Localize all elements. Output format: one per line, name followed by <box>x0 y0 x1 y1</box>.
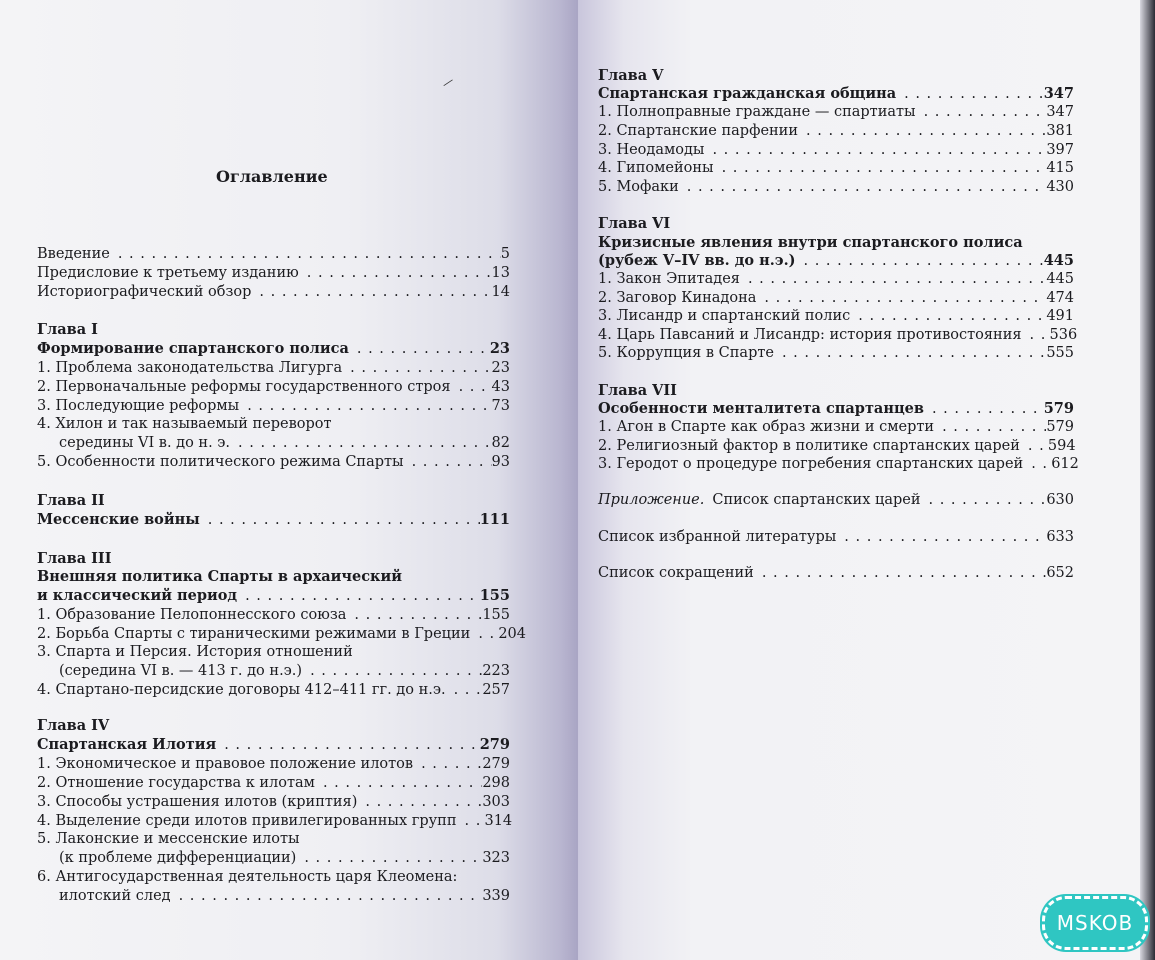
toc-entry-title: 1. Экономическое и правовое положение илотов <box>37 756 414 772</box>
chapter-6-label: Глава VI <box>598 215 671 232</box>
toc-entry-title: 3. Неодамоды <box>598 142 705 158</box>
toc-entry-1-5 <box>37 452 510 472</box>
chapter-3-label: Глава III <box>37 550 112 567</box>
chapter-6-title <box>598 251 1074 271</box>
dot-leader <box>299 263 492 283</box>
toc-entry-page: 430 <box>1046 179 1074 195</box>
toc-entry-title: 5. Коррупция в Спарте <box>598 345 774 361</box>
toc-entry-page: 579 <box>1043 400 1074 417</box>
dot-leader <box>795 251 1043 271</box>
toc-entry-title: Историографический обзор <box>37 284 252 300</box>
toc-entry-page: 381 <box>1046 123 1074 139</box>
toc-entry-6-4 <box>598 325 1078 345</box>
toc-entry-4-2 <box>37 773 510 793</box>
dot-leader <box>216 735 480 755</box>
toc-entry-abbreviations <box>598 563 1074 583</box>
dot-leader <box>921 490 1047 510</box>
dot-leader <box>934 417 1046 437</box>
toc-entry-6-2 <box>598 288 1074 308</box>
dot-leader <box>704 140 1046 160</box>
dot-leader <box>404 452 492 472</box>
toc-entry-page: 397 <box>1046 142 1074 158</box>
chapter-6-title-line1: Кризисные явления внутри спартанского полиса <box>598 234 1023 251</box>
dot-leader <box>251 282 491 302</box>
toc-entry-4-6-line1: 6. Антигосударственная деятельность царя Клеомена: <box>37 869 458 885</box>
toc-entry-6-3 <box>598 306 1074 326</box>
toc-entry-4-5 <box>37 848 510 868</box>
dot-leader <box>714 158 1047 178</box>
toc-entry-title: Введение <box>37 246 110 262</box>
toc-entry-page: 652 <box>1046 565 1074 581</box>
toc-entry-page: 474 <box>1046 290 1074 306</box>
chapter-3-title <box>37 586 510 606</box>
dot-leader <box>446 680 483 700</box>
toc-entry-7-1 <box>598 417 1074 437</box>
dot-leader <box>342 358 491 378</box>
toc-entry-1-2 <box>37 377 510 397</box>
toc-entry-page: 347 <box>1043 85 1074 102</box>
chapter-7-title <box>598 399 1074 419</box>
chapter-3-title-line1: Внешняя политика Спарты в архаический <box>37 568 403 585</box>
toc-entry-title: Спартанская Илотия <box>37 736 217 753</box>
ink-speck: ⁄ <box>444 76 452 90</box>
toc-entry-3-1 <box>37 605 510 625</box>
toc-entry-page: 23 <box>491 360 510 376</box>
toc-entry-page: 23 <box>489 340 510 357</box>
toc-entry-title: 2. Спартанские парфении <box>598 123 799 139</box>
dot-leader <box>230 433 492 453</box>
toc-entry-page: 73 <box>491 398 510 414</box>
toc-entry-title: 4. Царь Павсаний и Лисандр: история противостояния <box>598 327 1022 343</box>
toc-entry-6-5 <box>598 343 1074 363</box>
toc-entry-literature <box>598 527 1074 547</box>
toc-entry-7-2 <box>598 436 1074 456</box>
dot-leader <box>924 399 1044 419</box>
toc-entry-page: 536 <box>1049 327 1078 343</box>
toc-entry-page: 339 <box>482 888 510 904</box>
toc-entry-7-3 <box>598 454 1079 474</box>
dot-leader <box>774 343 1046 363</box>
toc-entry-page: 111 <box>479 511 510 528</box>
toc-entry-5-3 <box>598 140 1074 160</box>
toc-entry-1-3 <box>37 396 510 416</box>
dot-leader <box>200 510 480 530</box>
toc-entry-page: 303 <box>482 794 510 810</box>
dot-leader <box>237 586 480 606</box>
dot-leader <box>850 306 1046 326</box>
dot-leader <box>740 269 1046 289</box>
toc-entry-4-3 <box>37 792 510 812</box>
toc-entry-3-3 <box>37 661 510 681</box>
toc-entry-title: Список избранной литературы <box>598 529 837 545</box>
toc-entry-title: Особенности менталитета спартанцев <box>598 400 924 417</box>
toc-entry-page: 347 <box>1046 104 1074 120</box>
toc-entry-title: (середина VI в. — 413 г. до н.э.) <box>59 663 303 679</box>
toc-entry-page: 155 <box>479 587 510 604</box>
toc-entry-preface <box>37 263 510 283</box>
toc-entry-historiography <box>37 282 510 302</box>
toc-entry-5-1 <box>598 102 1074 122</box>
toc-entry-6-1 <box>598 269 1074 289</box>
toc-entry-page: 323 <box>482 850 510 866</box>
toc-entry-page: 93 <box>491 454 510 470</box>
toc-entry-3-3-line1: 3. Спарта и Персия. История отношений <box>37 644 353 660</box>
toc-entry-title: 1. Образование Пелопоннесского союза <box>37 607 347 623</box>
toc-entry-5-4 <box>598 158 1074 178</box>
toc-entry-title: 1. Агон в Спарте как образ жизни и смерти <box>598 419 935 435</box>
toc-entry-page: 155 <box>482 607 510 623</box>
toc-entry-title: 2. Борьба Спарты с тираническими режимами в Греции <box>37 626 471 642</box>
toc-entry-page: 13 <box>491 265 510 281</box>
toc-entry-title: 5. Мофаки <box>598 179 679 195</box>
toc-entry-4-4 <box>37 811 513 831</box>
toc-entry-page: 594 <box>1047 438 1076 454</box>
appendix-label: Приложение. <box>598 492 705 508</box>
chapter-1-title <box>37 339 510 359</box>
toc-entry-3-2 <box>37 624 527 644</box>
toc-entry-title: середины VI в. до н. э. <box>59 435 231 451</box>
toc-entry-page: 82 <box>491 435 510 451</box>
toc-entry-page: 223 <box>482 663 510 679</box>
toc-entry-1-4 <box>37 433 510 453</box>
toc-entry-title: 3. Лисандр и спартанский полис <box>598 308 851 324</box>
chapter-7-label: Глава VII <box>598 382 677 399</box>
toc-entry-page: 633 <box>1046 529 1074 545</box>
toc-entry-page: 279 <box>479 736 510 753</box>
toc-entry-page: 415 <box>1046 160 1074 176</box>
dot-leader <box>302 661 482 681</box>
toc-entry-title: 5. Особенности политического режима Спарты <box>37 454 404 470</box>
toc-entry-page: 43 <box>491 379 510 395</box>
toc-entry-appendix <box>598 490 1074 510</box>
toc-entry-page: 491 <box>1046 308 1074 324</box>
toc-entry-page: 445 <box>1046 271 1074 287</box>
toc-entry-title: илотский след <box>59 888 171 904</box>
dot-leader <box>1022 325 1050 345</box>
watermark-logo <box>1042 896 1148 950</box>
toc-entry-title: 2. Религиозный фактор в политике спартанских царей <box>598 438 1020 454</box>
chapter-4-title <box>37 735 510 755</box>
toc-entry-page: 579 <box>1046 419 1074 435</box>
toc-entry-title: 2. Первоначальные реформы государственного строя <box>37 379 451 395</box>
toc-entry-page: 5 <box>500 246 510 262</box>
dot-leader <box>456 811 484 831</box>
toc-entry-4-6 <box>37 886 510 906</box>
toc-entry-page: 555 <box>1046 345 1074 361</box>
dot-leader <box>413 754 482 774</box>
dot-leader <box>836 527 1046 547</box>
toc-entry-title: Предисловие к третьему изданию <box>37 265 299 281</box>
toc-entry-title: 3. Последующие реформы <box>37 398 240 414</box>
toc-entry-page: 314 <box>484 813 513 829</box>
toc-entry-title: 4. Спартано-персидские договоры 412–411 гг. до н.э. <box>37 682 446 698</box>
toc-entry-title: (рубеж V–IV вв. до н.э.) <box>598 252 796 269</box>
dot-leader <box>1023 454 1051 474</box>
dot-leader <box>798 121 1046 141</box>
dot-leader <box>171 886 483 906</box>
toc-entry-title: 2. Заговор Кинадона <box>598 290 757 306</box>
toc-entry-title: Формирование спартанского полиса <box>37 340 349 357</box>
toc-entry-3-4 <box>37 680 510 700</box>
dot-leader <box>470 624 498 644</box>
toc-entry-title: и классический период <box>37 587 238 604</box>
toc-entry-title: 1. Проблема законодательства Лигурга <box>37 360 343 376</box>
dot-leader <box>754 563 1046 583</box>
dot-leader <box>349 339 490 359</box>
dot-leader <box>110 244 501 264</box>
dot-leader <box>756 288 1046 308</box>
chapter-5-label: Глава V <box>598 67 664 84</box>
chapter-4-label: Глава IV <box>37 717 110 734</box>
toc-entry-title: 1. Закон Эпитадея <box>598 271 740 287</box>
toc-entry-page: 257 <box>482 682 510 698</box>
toc-entry-page: 279 <box>482 756 510 772</box>
toc-entry-introduction <box>37 244 510 264</box>
dot-leader <box>896 84 1044 104</box>
toc-entry-title: 4. Выделение среди илотов привилегированных групп <box>37 813 457 829</box>
toc-entry-page: 14 <box>491 284 510 300</box>
toc-entry-page: 630 <box>1046 492 1074 508</box>
dot-leader <box>451 377 492 397</box>
toc-entry-title: Спартанская гражданская община <box>598 85 897 102</box>
toc-entry-title: 1. Полноправные граждане — спартиаты <box>598 104 916 120</box>
toc-entry-5-2 <box>598 121 1074 141</box>
chapter-1-label: Глава I <box>37 321 98 338</box>
toc-entry-title: 4. Гипомейоны <box>598 160 714 176</box>
chapter-2-label: Глава II <box>37 492 105 509</box>
dot-leader <box>357 792 482 812</box>
chapter-5-title <box>598 84 1074 104</box>
dot-leader <box>296 848 482 868</box>
toc-entry-page: 612 <box>1051 456 1079 472</box>
toc-entry-title: 3. Геродот о процедуре погребения спартанских царей <box>598 456 1024 472</box>
toc-entry-title: 2. Отношение государства к илотам <box>37 775 315 791</box>
toc-entry-title: 3. Способы устрашения илотов (криптия) <box>37 794 358 810</box>
toc-entry-page: 204 <box>498 626 527 642</box>
watermark-text: MSKOB <box>1056 911 1134 935</box>
toc-entry-4-5-line1: 5. Лаконские и мессенские илоты <box>37 831 300 847</box>
toc-entry-title: Список спартанских царей <box>712 492 921 508</box>
dot-leader <box>315 773 482 793</box>
dot-leader <box>916 102 1047 122</box>
toc-entry-page: 445 <box>1043 252 1074 269</box>
toc-entry-5-5 <box>598 177 1074 197</box>
dot-leader <box>679 177 1047 197</box>
toc-entry-title: Список сокращений <box>598 565 754 581</box>
toc-entry-1-4-line1: 4. Хилон и так называемый переворот <box>37 416 332 432</box>
dot-leader <box>1020 436 1048 456</box>
page-edge-shadow <box>1140 0 1155 960</box>
contents-title: Оглавление <box>216 167 328 186</box>
toc-entry-1-1 <box>37 358 510 378</box>
dot-leader <box>239 396 491 416</box>
toc-entry-title: Мессенские войны <box>37 511 200 528</box>
toc-entry-page: 298 <box>482 775 510 791</box>
toc-entry-title: (к проблеме дифференциации) <box>59 850 297 866</box>
dot-leader <box>346 605 482 625</box>
chapter-2-title <box>37 510 510 530</box>
toc-entry-4-1 <box>37 754 510 774</box>
